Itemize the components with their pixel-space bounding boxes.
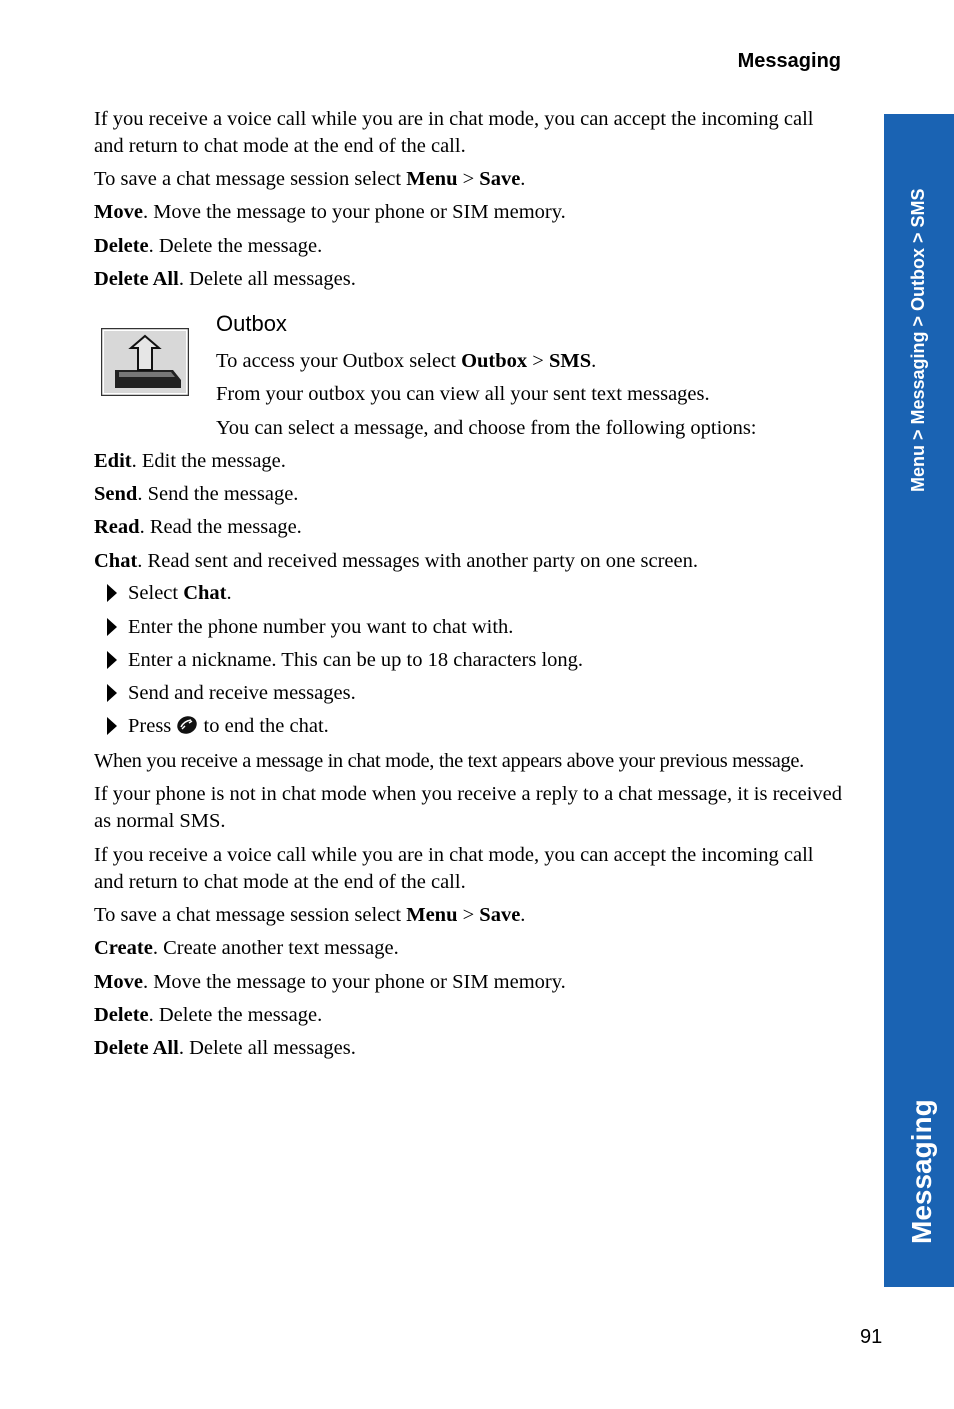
edit-option: Edit. Edit the message. (94, 450, 286, 472)
move-option: Move. Move the message to your phone or SIM memory. (94, 201, 566, 223)
bullet-arrow-icon (106, 650, 118, 670)
page-number: 91 (860, 1326, 883, 1348)
save-session-paragraph: To save a chat message session select Menu > Save. (94, 168, 526, 190)
bullet-arrow-icon (106, 683, 118, 703)
delete-option: Delete. Delete the message. (94, 235, 323, 257)
delete-all-option: Delete All. Delete all messages. (94, 268, 356, 290)
delete-option-2: Delete. Delete the message. (94, 1004, 323, 1026)
access-outbox-paragraph: To access your Outbox select Outbox > SMS. (216, 350, 597, 372)
bullet-arrow-icon (106, 617, 118, 637)
save-session-paragraph-2: To save a chat message session select Menu > Save. (94, 904, 526, 926)
running-header: Messaging (737, 50, 841, 72)
outbox-select-paragraph: You can select a message, and choose from the following options: (216, 417, 757, 439)
delete-all-option-2: Delete All. Delete all messages. (94, 1037, 356, 1059)
chat-receive-paragraph: When you receive a message in chat mode, the text appears above your previous message. (94, 750, 804, 772)
send-option: Send. Send the message. (94, 483, 299, 505)
outbox-view-paragraph: From your outbox you can view all your sent text messages. (216, 383, 710, 405)
create-option: Create. Create another text message. (94, 937, 399, 959)
step-enter-nickname: Enter a nickname. This can be up to 18 characters long. (128, 649, 584, 671)
step-press-end: Press to end the chat. (128, 715, 329, 737)
step-send-receive: Send and receive messages. (128, 682, 356, 704)
chat-option: Chat. Read sent and received messages with another party on one screen. (94, 550, 698, 572)
not-chat-mode-paragraph: If your phone is not in chat mode when you receive a reply to a chat message, it is received as normal SMS. (94, 783, 842, 832)
section-sidebar (884, 114, 954, 1287)
read-option: Read. Read the message. (94, 516, 302, 538)
outbox-heading: Outbox (216, 311, 287, 336)
sidebar-breadcrumb: Menu > Messaging > Outbox > SMS (908, 188, 928, 492)
step-enter-number: Enter the phone number you want to chat with. (128, 616, 514, 638)
voice-call-paragraph: If you receive a voice call while you are in chat mode, you can accept the incoming call and return to chat mode at the end of the call. (94, 108, 814, 157)
bullet-arrow-icon (106, 716, 118, 736)
outbox-upload-icon (101, 328, 189, 396)
bullet-arrow-icon (106, 583, 118, 603)
voice-call-paragraph-2: If you receive a voice call while you are in chat mode, you can accept the incoming call and return to chat mode at the end of the call. (94, 844, 814, 893)
move-option-2: Move. Move the message to your phone or SIM memory. (94, 971, 566, 993)
step-select-chat: Select Chat. (128, 582, 232, 604)
sidebar-section-title: Messaging (906, 1099, 937, 1244)
end-call-key-icon (176, 715, 198, 735)
